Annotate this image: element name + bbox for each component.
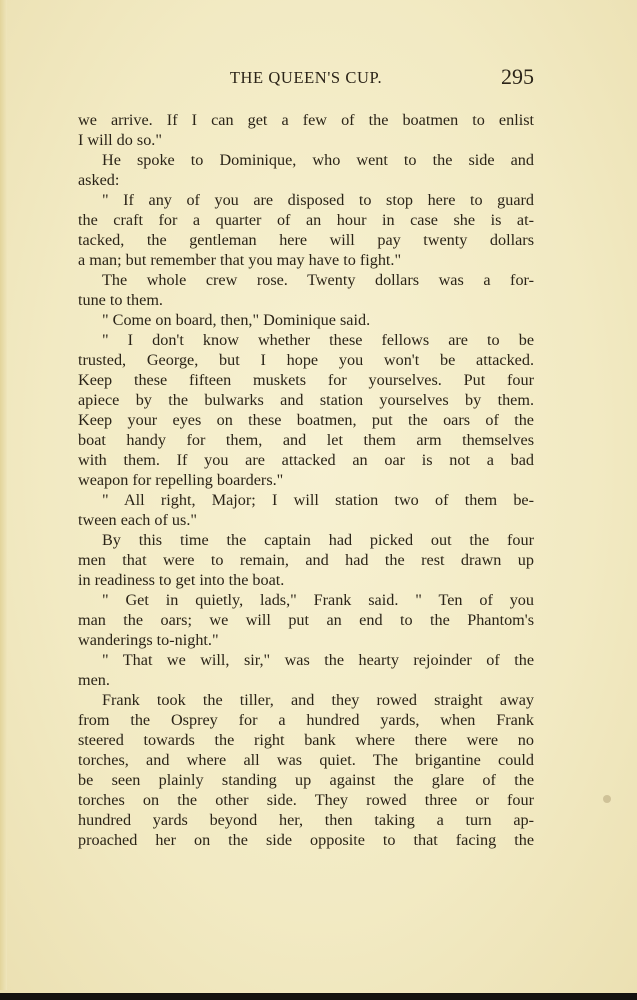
text-line: proached her on the side opposite to that facing the <box>78 831 534 849</box>
text-line: in readiness to get into the boat. <box>78 571 285 589</box>
text-line: we arrive. If I can get a few of the boatmen to enlist <box>78 111 534 129</box>
text-line: " Get in quietly, lads," Frank said. " Ten of you <box>102 591 534 609</box>
page-number: 295 <box>501 64 534 89</box>
page-header <box>78 64 534 94</box>
text-line: with them. If you are attacked an oar is not a bad <box>78 451 534 469</box>
text-line: Keep your eyes on these boatmen, put the oars of the <box>78 411 534 429</box>
text-line: He spoke to Dominique, who went to the side and <box>102 151 534 169</box>
text-line: " That we will, sir," was the hearty rejoinder of the <box>102 651 534 669</box>
text-line: torches, and where all was quiet. The brigantine could <box>78 751 534 769</box>
text-line: " All right, Major; I will station two of them be- <box>102 491 534 509</box>
text-line: " Come on board, then," Dominique said. <box>102 311 371 329</box>
text-line: Keep these fifteen muskets for yourselves. Put four <box>78 371 534 389</box>
text-line: be seen plainly standing up against the glare of the <box>78 771 534 789</box>
text-line: boat handy for them, and let them arm themselves <box>78 431 534 449</box>
text-line: men that were to remain, and had the rest drawn up <box>78 551 534 569</box>
text-line: weapon for repelling boarders." <box>78 471 284 489</box>
page-gutter-edge <box>0 0 7 990</box>
text-line: torches on the other side. They rowed three or four <box>78 791 534 809</box>
text-line: tween each of us." <box>78 511 197 529</box>
text-line: from the Osprey for a hundred yards, when Frank <box>78 711 534 729</box>
text-line: trusted, George, but I hope you won't be attacked. <box>78 351 534 369</box>
text-line: wanderings to-night." <box>78 631 219 649</box>
text-line: By this time the captain had picked out the four <box>102 531 534 549</box>
text-line: a man; but remember that you may have to fight." <box>78 251 402 269</box>
text-line: Frank took the tiller, and they rowed straight away <box>102 691 534 709</box>
text-line: asked: <box>78 171 120 189</box>
text-line: " If any of you are disposed to stop here to guard <box>102 191 534 209</box>
text-line: men. <box>78 671 110 689</box>
scan-bottom-border <box>0 993 637 1000</box>
text-line: tacked, the gentleman here will pay twenty dollars <box>78 231 534 249</box>
text-line: steered towards the right bank where there were no <box>78 731 534 749</box>
text-line: hundred yards beyond her, then taking a turn ap- <box>78 811 534 829</box>
text-line: man the oars; we will put an end to the Phantom's <box>78 611 534 629</box>
text-line: I will do so." <box>78 131 162 149</box>
text-line: tune to them. <box>78 291 163 309</box>
text-line: " I don't know whether these fellows are to be <box>102 331 534 349</box>
running-head: THE QUEEN'S CUP. <box>229 68 383 87</box>
paper-speck <box>603 795 611 803</box>
body-text <box>78 110 534 850</box>
text-line: The whole crew rose. Twenty dollars was a for- <box>102 271 534 289</box>
text-line: the craft for a quarter of an hour in case she is at- <box>78 211 534 229</box>
text-line: apiece by the bulwarks and station yourselves by them. <box>78 391 534 409</box>
